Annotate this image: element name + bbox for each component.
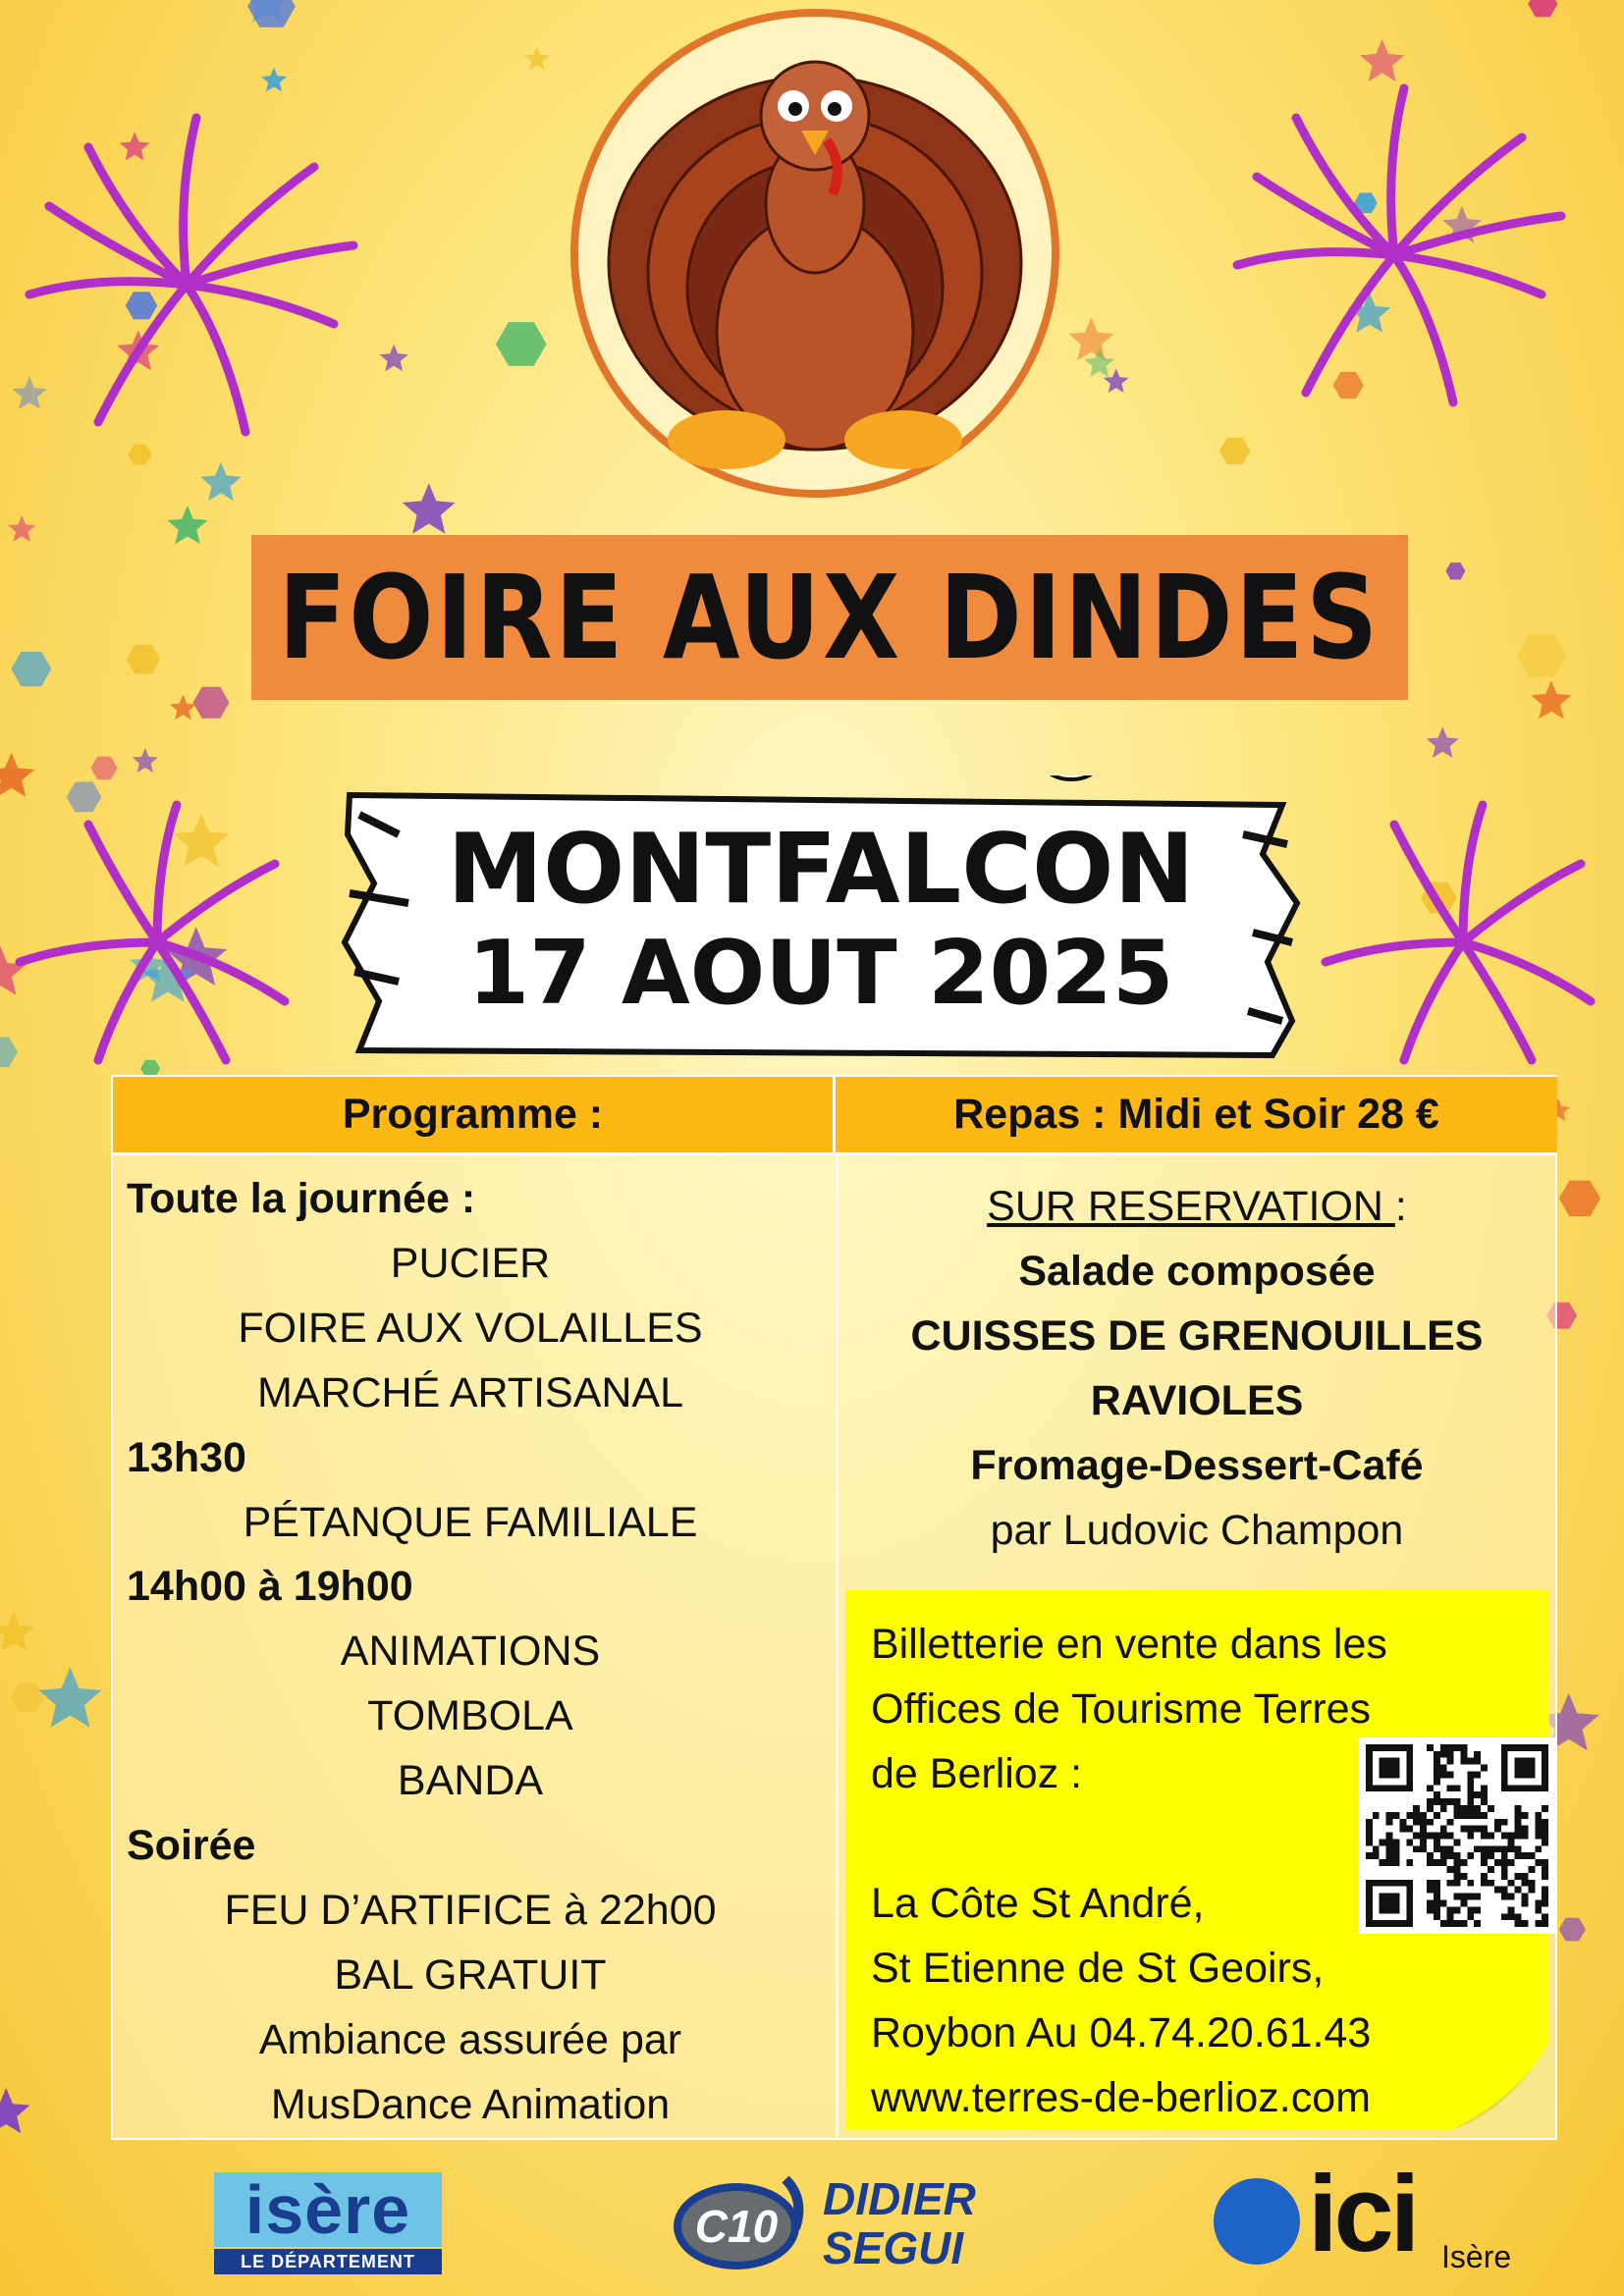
c10-logo (668, 2169, 805, 2277)
star-confetti (120, 132, 150, 160)
star-confetti (167, 506, 207, 544)
hexagon-confetti (0, 1038, 18, 1068)
hexagon-confetti (1445, 562, 1465, 579)
star-confetti (403, 483, 456, 533)
programme-item: MusDance Animation (270, 2080, 671, 2128)
ici-dot-icon (1214, 2178, 1300, 2265)
star-confetti (0, 945, 27, 995)
ticketing-line: Billetterie en vente dans les (871, 1621, 1387, 1668)
menu-item: CUISSES DE GRENOUILLES (910, 1311, 1484, 1360)
star-confetti (173, 813, 229, 867)
reservation-colon: : (1394, 1183, 1407, 1230)
isere-logo-subtitle: LE DÉPARTEMENT (214, 2249, 442, 2274)
star-confetti (1531, 680, 1571, 719)
hexagon-confetti (126, 292, 158, 319)
star-confetti (0, 753, 34, 797)
programme-heading: Soirée (127, 1822, 256, 1870)
page-fold-icon (1451, 2042, 1549, 2130)
star-confetti (38, 1668, 101, 1728)
programme-heading: Toute la journée : (127, 1175, 476, 1222)
programme-item: ANIMATIONS (340, 1628, 601, 1676)
hexagon-confetti (1219, 438, 1250, 464)
firework-icon (29, 118, 353, 432)
event-date: 17 AOUT 2025 (467, 921, 1174, 1025)
star-confetti (0, 2088, 30, 2133)
programme-item: FEU D’ARTIFICE à 22h00 (224, 1886, 717, 1934)
menu-item: par Ludovic Champon (990, 1506, 1404, 1554)
star-confetti (524, 46, 549, 70)
programme-heading: 13h30 (127, 1433, 246, 1481)
star-confetti (200, 462, 242, 502)
didier-line2: SEGUI (823, 2222, 964, 2273)
ticketing-line: St Etienne de St Geoirs, (871, 1945, 1325, 1992)
ticketing-line: Roybon Au 04.74.20.61.43 (871, 2009, 1372, 2056)
hexagon-confetti (1517, 634, 1566, 677)
ticketing-line: de Berlioz : (871, 1750, 1083, 1797)
repas-header: Repas : Midi et Soir 28 € (836, 1077, 1557, 1152)
menu-item: Salade composée (1018, 1247, 1376, 1295)
hexagon-confetti (1559, 1181, 1600, 1217)
programme-item: TOMBOLA (367, 1692, 573, 1740)
ici-isere-logo (1214, 2154, 1512, 2282)
ticketing-line: Offices de Tourisme Terres (871, 1685, 1372, 1733)
star-confetti (261, 68, 287, 92)
hexagon-confetti (496, 322, 547, 366)
programme-item: PUCIER (390, 1239, 551, 1287)
reservation-label: SUR RESERVATION (987, 1183, 1395, 1230)
star-confetti (380, 345, 408, 372)
didier-line1: DIDIER (823, 2173, 976, 2224)
menu-item: RAVIOLES (1090, 1376, 1304, 1424)
firework-icon (1326, 805, 1591, 1060)
hexagon-confetti (11, 1683, 44, 1713)
star-confetti (170, 695, 196, 721)
hexagon-confetti (1528, 0, 1557, 17)
menu-list (847, 1175, 1546, 1563)
star-confetti (13, 376, 47, 408)
hexagon-confetti (11, 652, 51, 686)
star-confetti (1068, 317, 1113, 360)
ici-word: ici (1308, 2154, 1417, 2274)
ticketing-line: La Côte St André, (871, 1880, 1205, 1927)
programme-item: BAL GRATUIT (334, 1950, 607, 1999)
didier-segui-logo (823, 2174, 976, 2272)
isere-logo (214, 2172, 442, 2274)
sign-text (340, 775, 1302, 1065)
star-confetti (1427, 726, 1459, 758)
menu-item: Fromage-Dessert-Café (970, 1441, 1424, 1489)
column-divider (836, 1152, 839, 2140)
star-confetti (1360, 39, 1404, 81)
programme-heading: 14h00 à 19h00 (127, 1563, 413, 1611)
firework-icon (1237, 88, 1561, 402)
hexagon-confetti (193, 687, 230, 719)
programme-item: Ambiance assurée par (258, 2015, 682, 2063)
programme-header: Programme : (113, 1077, 836, 1152)
reservation-line (847, 1175, 1546, 1240)
hexagon-confetti (129, 445, 152, 465)
ici-subtitle: Isère (1441, 2239, 1512, 2274)
event-place: MONTFALCON (447, 814, 1195, 927)
programme-item: MARCHÉ ARTISANAL (256, 1368, 684, 1416)
programme-item: PÉTANQUE FAMILIALE (243, 1498, 698, 1546)
programme-list (127, 1167, 814, 2138)
event-title-banner (251, 535, 1408, 700)
event-title: FOIRE AUX DINDES (278, 550, 1381, 685)
programme-item: FOIRE AUX VOLAILLES (238, 1304, 703, 1352)
c10-mark: C10 (694, 2201, 779, 2252)
hexagon-confetti (90, 757, 117, 780)
hexagon-confetti (127, 645, 160, 674)
programme-item: BANDA (397, 1757, 544, 1805)
hexagon-confetti (1559, 1918, 1586, 1942)
header-divider (113, 1152, 1555, 1155)
hexagon-confetti (1333, 372, 1364, 399)
hexagon-confetti (67, 781, 102, 812)
qr-code-icon[interactable] (1359, 1737, 1555, 1934)
hexagon-confetti (247, 0, 296, 27)
star-confetti (0, 1612, 34, 1651)
isere-logo-word: isère (214, 2172, 442, 2247)
star-confetti (133, 748, 158, 773)
firework-icon (20, 805, 285, 1060)
star-confetti (8, 515, 35, 542)
turkey-illustration (569, 8, 1060, 499)
ticketing-line: www.terres-de-berlioz.com (871, 2074, 1371, 2121)
